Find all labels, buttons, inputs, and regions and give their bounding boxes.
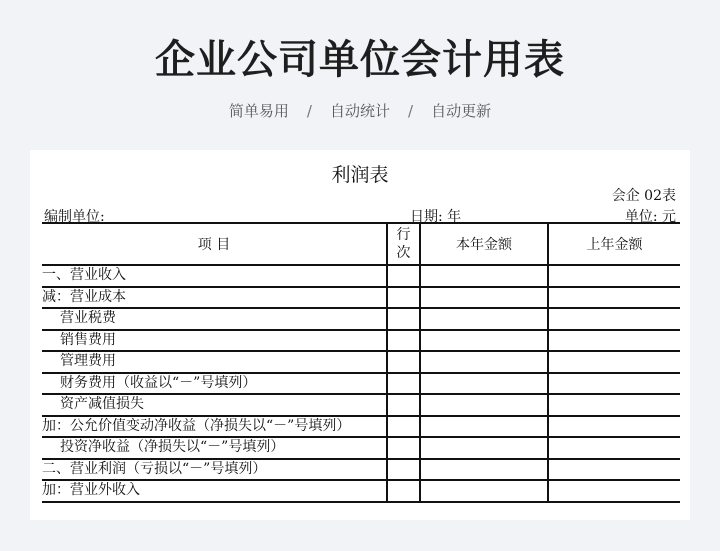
- table-row: [42, 416, 680, 438]
- table-row: [42, 459, 680, 481]
- table-header-row: [42, 223, 680, 265]
- row-item-label: 减：营业成本: [42, 287, 387, 309]
- row-previous-amount-cell[interactable]: [548, 459, 680, 481]
- row-current-amount-cell[interactable]: [420, 265, 548, 287]
- col-header-seq-line2: 次: [396, 245, 411, 261]
- row-seq-cell[interactable]: [387, 480, 420, 502]
- row-previous-amount-cell[interactable]: [548, 330, 680, 352]
- row-previous-amount-cell[interactable]: [548, 265, 680, 287]
- row-current-amount-cell[interactable]: [420, 330, 548, 352]
- row-current-amount-cell[interactable]: [420, 480, 548, 502]
- table-row: [42, 394, 680, 416]
- row-item-label: 营业税费: [42, 308, 387, 330]
- table-row: [42, 308, 680, 330]
- row-seq-cell[interactable]: [387, 459, 420, 481]
- col-header-seq: [387, 223, 420, 265]
- tag-separator: /: [408, 102, 414, 120]
- row-current-amount-cell[interactable]: [420, 308, 548, 330]
- page-title: 企业公司单位会计用表: [155, 37, 565, 83]
- row-current-amount-cell[interactable]: [420, 437, 548, 459]
- row-item-label: 一、营业收入: [42, 265, 387, 287]
- income-table: [42, 222, 680, 503]
- col-header-item: 项 目: [42, 223, 387, 265]
- row-previous-amount-cell[interactable]: [548, 437, 680, 459]
- row-seq-cell[interactable]: [387, 308, 420, 330]
- unit-label: 编制单位:: [44, 209, 105, 225]
- table-row: [42, 265, 680, 287]
- row-item-label: 投资净收益（净损失以“－”号填列）: [42, 437, 387, 459]
- col-header-previous: 上年金额: [548, 223, 680, 265]
- table-row: [42, 287, 680, 309]
- row-item-label: 二、营业利润（亏损以“－”号填列）: [42, 459, 387, 481]
- row-seq-cell[interactable]: [387, 373, 420, 395]
- row-seq-cell[interactable]: [387, 437, 420, 459]
- date-label: 日期: 年: [410, 209, 462, 225]
- row-current-amount-cell[interactable]: [420, 373, 548, 395]
- feature-tag: 简单易用: [228, 102, 289, 120]
- row-item-label: 加：营业外收入: [42, 480, 387, 502]
- table-row: [42, 330, 680, 352]
- row-item-label: 资产减值损失: [42, 394, 387, 416]
- row-seq-cell[interactable]: [387, 351, 420, 373]
- row-seq-cell[interactable]: [387, 394, 420, 416]
- feature-tag: 自动更新: [431, 102, 492, 120]
- row-current-amount-cell[interactable]: [420, 416, 548, 438]
- row-previous-amount-cell[interactable]: [548, 373, 680, 395]
- row-current-amount-cell[interactable]: [420, 351, 548, 373]
- row-item-label: 销售费用: [42, 330, 387, 352]
- row-previous-amount-cell[interactable]: [548, 351, 680, 373]
- row-item-label: 管理费用: [42, 351, 387, 373]
- row-seq-cell[interactable]: [387, 287, 420, 309]
- row-previous-amount-cell[interactable]: [548, 287, 680, 309]
- row-previous-amount-cell[interactable]: [548, 308, 680, 330]
- tag-separator: /: [306, 102, 312, 120]
- col-header-seq-line1: 行: [396, 227, 411, 243]
- row-seq-cell[interactable]: [387, 330, 420, 352]
- row-item-label: 加：公允价值变动净收益（净损失以“－”号填列）: [42, 416, 387, 438]
- table-row: [42, 480, 680, 502]
- feature-tags: [0, 100, 720, 121]
- row-previous-amount-cell[interactable]: [548, 480, 680, 502]
- table-row: [42, 351, 680, 373]
- table-row: [42, 373, 680, 395]
- form-code: 会企 02表: [611, 188, 676, 204]
- table-row: [42, 437, 680, 459]
- col-header-current: 本年金额: [420, 223, 548, 265]
- row-seq-cell[interactable]: [387, 416, 420, 438]
- row-previous-amount-cell[interactable]: [548, 416, 680, 438]
- row-current-amount-cell[interactable]: [420, 459, 548, 481]
- feature-tag: 自动统计: [329, 102, 390, 120]
- row-current-amount-cell[interactable]: [420, 287, 548, 309]
- row-current-amount-cell[interactable]: [420, 394, 548, 416]
- income-statement-sheet: [30, 150, 690, 520]
- row-previous-amount-cell[interactable]: [548, 394, 680, 416]
- sheet-title: 利润表: [331, 164, 389, 186]
- row-seq-cell[interactable]: [387, 265, 420, 287]
- row-item-label: 财务费用（收益以“－”号填列）: [42, 373, 387, 395]
- money-unit-label: 单位: 元: [624, 209, 676, 225]
